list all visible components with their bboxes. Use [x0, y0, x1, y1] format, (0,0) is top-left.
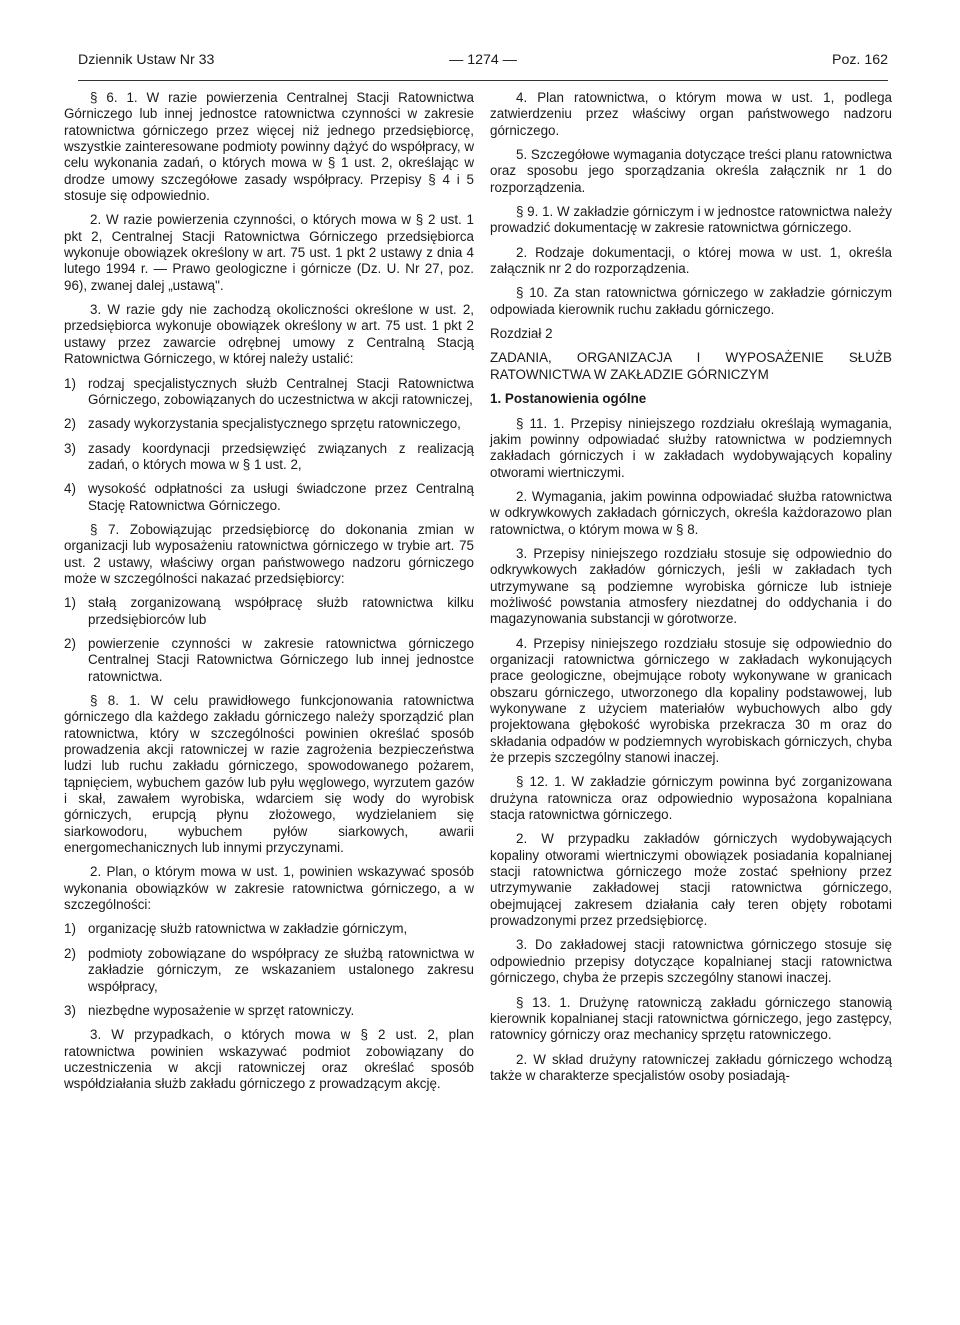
paragraph-8-2: 2. Plan, o którym mowa w ust. 1, powinien wskazywać sposób wykonania obowiązków w zakresie ratownictwa górniczego, a w szczególności: — [64, 864, 474, 913]
list-item — [64, 946, 474, 995]
item-number: 4) — [64, 481, 76, 497]
paragraph-10: § 10. Za stan ratownictwa górniczego w zakładzie górniczym odpowiada kierownik ruchu zakładu górniczego. — [490, 285, 892, 317]
right-column — [490, 90, 892, 1092]
list-item — [64, 636, 474, 685]
list-item — [64, 1003, 474, 1019]
section-heading: 1. Postanowienia ogólne — [490, 391, 647, 407]
item-number: 2) — [64, 416, 76, 432]
item-text: stałą zorganizowaną współpracę służb ratownictwa kilku przedsiębiorców lub — [88, 595, 474, 627]
item-number: 2) — [64, 635, 76, 651]
item-number: 1) — [64, 921, 76, 937]
page-header — [78, 52, 888, 74]
list-item — [64, 481, 474, 514]
item-number: 1) — [64, 595, 76, 611]
paragraph-8-5: 5. Szczegółowe wymagania dotyczące treści planu ratownictwa oraz sposobu jego sporządzania określa załącznik nr 1 do rozporządzenia. — [490, 147, 892, 195]
header-rule — [78, 80, 888, 81]
paragraph-11-3: 3. Przepisy niniejszego rozdziału stosuje się odpowiednio do odkrywkowych zakładów górniczych, jeśli w zakładach tych utrzymywane są podziemne wyrobiska górnicze lub istnieje możliwość powstania atmosfery niezdatnej do oddychania i do magazynowania substancji w górotworze. — [490, 545, 892, 627]
item-number: 3) — [64, 440, 76, 456]
item-text: zasady wykorzystania specjalistycznego sprzętu ratowniczego, — [88, 416, 461, 432]
position-number: Poz. 162 — [831, 52, 888, 68]
item-number: 1) — [64, 375, 76, 391]
paragraph-9-2: 2. Rodzaje dokumentacji, o której mowa w ust. 1, określa załącznik nr 2 do rozporządzenia. — [490, 244, 892, 277]
item-text: zasady koordynacji przedsięwzięć związanych z realizacją zadań, o których mowa w § 1 ust. 2, — [88, 440, 474, 472]
journal-title: Dziennik Ustaw Nr 33 — [78, 52, 215, 68]
paragraph-6-1: § 6. 1. W razie powierzenia Centralnej Stacji Ratownictwa Górniczego lub innej jednostce ratownictwa czynności w zakresie ratownictwa górniczego przez więcej niż jednego przedsiębiorcę, wszystkie zainteresowane podmioty powinny dążyć do współpracy, w celu wykonania zadań, o których mowa w § 1 ust. 2, określając w drodze umowy szczegółowe zasady współpracy. Przepisy § 4 i 5 stosuje się odpowiednio. — [64, 90, 474, 204]
paragraph-6-3: 3. W razie gdy nie zachodzą okoliczności określone w ust. 2, przedsiębiorca wykonuje obowiązek określony w art. 75 ust. 1 pkt 2 ustawy przez zawarcie odrębnej umowy z Centralną Stacją Ratownictwa Górniczego, w której należy ustalić: — [64, 302, 474, 367]
list-item — [64, 921, 474, 937]
item-text: wysokość odpłatności za usługi świadczone przez Centralną Stację Ratownictwa Górniczego. — [88, 481, 474, 513]
paragraph-8-1: § 8. 1. W celu prawidłowego funkcjonowania ratownictwa górniczego dla każdego zakładu górniczego należy sporządzić plan ratownictwa, który w szczególności powinien określać sposób prowadzenia akcji ratowniczej w razie zagrożenia bezpieczeństwa ludzi lub ruchu zakładu górniczego, spowodowanego pożarem, tąpnięciem, wybuchem gazów lub pyłu węglowego, wyrzutem gazów i skał, zawałem wyrobiska, wdarciem się wody do wyrobisk górniczych, erupcją płynu złożowego, wydzielaniem się siarkowodoru, wybuchem pyłów siarkowych, awarii energomechanicznych lub innymi przyczynami. — [64, 693, 474, 856]
paragraph-6-2: 2. W razie powierzenia czynności, o których mowa w § 2 ust. 1 pkt 2, Centralnej Stacji Ratownictwa Górniczego przedsiębiorca wykonuje obowiązek określony w art. 75 ust. 1 pkt 2 ustawy z dnia 4 lutego 1994 r. — Prawo geologiczne i górnicze (Dz. U. Nr 27, poz. 96), zwanej dalej „ustawą". — [64, 212, 474, 293]
page-number: — 1274 — — [449, 52, 517, 68]
paragraph-12-2: 2. W przypadku zakładów górniczych wydobywających kopaliny otworami wiertniczymi obowiązek posiadania kopalnianej stacji ratownictwa górniczego może zostać spełniony przez utrzymywanie zakładowej stacji ratownictwa górniczego, obejmującej zakresem działania cały teren objęty robotami prowadzonymi przez przedsiębiorcę. — [490, 831, 892, 929]
paragraph-7: § 7. Zobowiązując przedsiębiorcę do dokonania zmian w organizacji lub wyposażeniu ratownictwa górniczego w trybie art. 75 ust. 2 ustawy, właściwy organ państwowego nadzoru górniczego może w szczególności nakazać przedsiębiorcy: — [64, 521, 474, 586]
left-column — [64, 90, 474, 1101]
chapter-title: ZADANIA, ORGANIZACJA I WYPOSAŻENIE SŁUŻB RATOWNICTWA W ZAKŁADZIE GÓRNICZYM — [490, 350, 892, 382]
paragraph-11-4: 4. Przepisy niniejszego rozdziału stosuje się odpowiednio do organizacji ratownictwa górniczego w zakładach wykonujących prace geologiczne, obejmujące roboty wykonywane w granicach obszaru górniczego, utworzonego dla kopaliny podstawowej, lub wykonywane z użyciem materiałów wybuchowych albo gdy projektowana głębokość wyrobiska przekracza 30 m oraz do składania odpadów w podziemnych wyrobiskach górniczych, chyba że przepis szczególny stanowi inaczej. — [490, 635, 892, 766]
paragraph-8-3: 3. W przypadkach, o których mowa w § 2 ust. 2, plan ratownictwa powinien wskazywać podmiot zobowiązany do uczestniczenia w akcji ratowniczej oraz określać sposób współdziałania służb zakładu górniczego z prowadzącym akcję. — [64, 1027, 474, 1092]
item-number: 3) — [64, 1002, 76, 1018]
item-text: organizację służb ratownictwa w zakładzie górniczym, — [88, 921, 408, 937]
chapter-heading: Rozdział 2 — [490, 326, 553, 342]
paragraph-13-1: § 13. 1. Drużynę ratowniczą zakładu górniczego stanowią kierownik kopalnianej stacji ratownictwa górniczego, jego zastępcy, ratownicy górniczy oraz mechanicy sprzętu ratowniczego. — [490, 994, 892, 1043]
paragraph-11-2: 2. Wymagania, jakim powinna odpowiadać służba ratownictwa w odkrywkowych zakładach górniczych, określa każdorazowo plan ratownictwa, o którym mowa w § 8. — [490, 488, 892, 537]
item-number: 2) — [64, 945, 76, 961]
paragraph-8-4: 4. Plan ratownictwa, o którym mowa w ust. 1, podlega zatwierdzeniu przez właściwy organ państwowego nadzoru górniczego. — [490, 90, 892, 138]
paragraph-13-2: 2. W skład drużyny ratowniczej zakładu górniczego wchodzą także w charakterze specjalistów osoby posiadają- — [490, 1051, 892, 1083]
list-item — [64, 595, 474, 628]
paragraph-12-1: § 12. 1. W zakładzie górniczym powinna być zorganizowana drużyna ratownicza oraz odpowiednio wyposażona kopalniana stacja ratownictwa górniczego. — [490, 774, 892, 823]
list-item — [64, 376, 474, 409]
item-text: rodzaj specjalistycznych służb Centralnej Stacji Ratownictwa Górniczego, zobowiązanych do uczestnictwa w akcji ratowniczej, — [88, 375, 474, 407]
list-item — [64, 416, 474, 432]
paragraph-12-3: 3. Do zakładowej stacji ratownictwa górniczego stosuje się odpowiednio przepisy dotyczące kopalnianej stacji ratownictwa górniczego, chyba że przepis szczególny stanowi inaczej. — [490, 937, 892, 986]
paragraph-11-1: § 11. 1. Przepisy niniejszego rozdziału określają wymagania, jakim powinny odpowiadać służby ratownictwa w podziemnych zakładach górniczych i w zakładach wydobywających kopaliny otworami wiertniczymi. — [490, 415, 892, 480]
item-text: niezbędne wyposażenie w sprzęt ratowniczy. — [88, 1002, 355, 1018]
paragraph-9-1: § 9. 1. W zakładzie górniczym i w jednostce ratownictwa należy prowadzić dokumentację w zakresie ratownictwa górniczego. — [490, 204, 892, 236]
item-text: podmioty zobowiązane do współpracy ze służbą ratownictwa w zakładzie górniczym, ze wskazaniem ustalonego zakresu współpracy, — [88, 945, 474, 994]
item-text: powierzenie czynności w zakresie ratownictwa górniczego Centralnej Stacji Ratownictwa Górniczego lub innej jednostce ratownictwa. — [88, 635, 474, 684]
list-item — [64, 441, 474, 474]
